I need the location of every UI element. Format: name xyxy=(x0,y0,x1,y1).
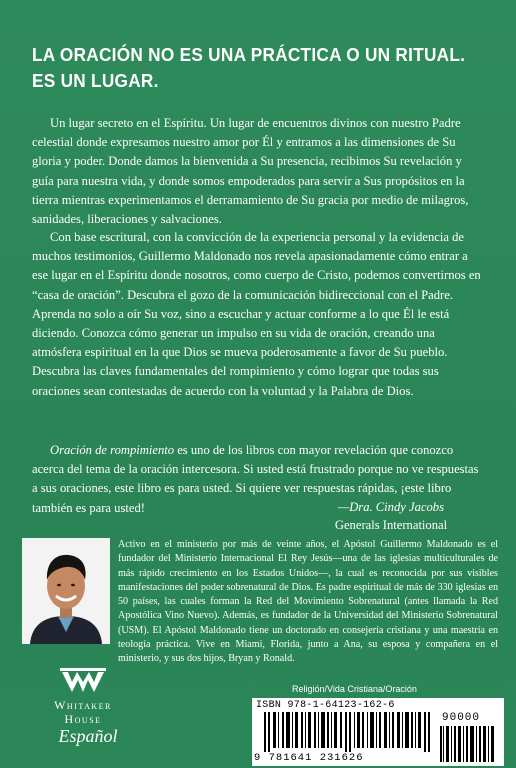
description-paragraph-1: Un lugar secreto en el Espíritu. Un lugar de encuentros divinos con nuestro Padre celestial donde expresamos nuestro amor por Él y entramos a las dimensiones de Su gloria y poder. Donde damos la bienvenida a Su presencia, recibimos Su revelación y guía para nuestra vida, y donde somos empoderados para servir a Sus propósitos en la tierra mientras experimentamos el derramamiento de Su gracia por medio de milagros, sanidades, liberaciones y salvaciones. xyxy=(32,116,469,227)
ean-digits: 9 781641 231626 xyxy=(254,752,364,764)
headline-line-1: LA ORACIÓN NO ES UNA PRÁCTICA O UN RITUAL. xyxy=(32,44,466,65)
author-bio: Activo en el ministerio por más de veinte años, el Apóstol Guillermo Maldonado es el fundador del Ministerio Internacional El Rey Jesús—una de las iglesias multiculturales de más rápido crecimiento en los Estados Unidos—, la cual es reconocida por sus visibles manifestaciones del poder sobrenatural de Dios. Es padre espiritual de más de 330 iglesias en 50 países, las cuales forman la Red del Movimiento Sobrenatural (antes llamada la Red Apostólica Vino Nuevo). Además, es fundador de la Universidad del Ministerio Sobrenatural (USM). El Apóstol Maldonado tiene un doctorado en consejería cristiana y una maestría en teología práctica. Vive en Miami, Florida, junto a Ana, su esposa y compañera en el ministerio, y sus dos hijos, Bryan y Ronald. xyxy=(118,539,498,665)
ean-barcode-bars xyxy=(264,712,432,752)
publisher-logo xyxy=(28,668,138,758)
quote-organization: Generals International xyxy=(334,518,448,532)
headline xyxy=(32,42,466,94)
publisher-imprint: Español xyxy=(58,726,118,746)
author-portrait-image xyxy=(22,538,110,644)
author-photo xyxy=(22,538,110,644)
publisher-name-line-1: Whitaker xyxy=(54,698,112,712)
whitaker-house-w-icon xyxy=(60,668,106,696)
isbn-text: ISBN 978-1-64123-162-6 xyxy=(256,700,395,711)
description-paragraph-2: Con base escritural, con la convicción de la experiencia personal y la evidencia de muchos testimonios, Guillermo Maldonado nos revela apasionadamente cómo entrar a ese lugar en el Espíritu donde nosotros, como cuerpo de Cristo, podemos convertirnos en “casa de oración”. Descubra el gozo de la comunicación bidireccional con el Padre. Aprenda no solo a oír Su voz, sino a escuchar y actuar conforme a lo que Él le está diciendo. Conozca cómo generar un impulso en su vida de oración, creando una atmósfera espiritual en la que Dios se mueva poderosamente a favor de Su pueblo. Descubra las claves fundamentales del rompimiento y cómo lograr que todas sus oraciones sean contestadas de acuerdo con la voluntad y la Palabra de Dios. xyxy=(32,230,481,398)
category-label: Religión/Vida Cristiana/Oración xyxy=(292,684,417,694)
addon-barcode-bars xyxy=(440,726,496,762)
price-addon-digits: 90000 xyxy=(442,712,481,724)
quote-text: es uno de los libros con mayor revelación que conozco acerca del tema de la oración intercesora. Si usted está frustrado porque no ve respuestas a sus oraciones, este libro es para usted. Si quiere ver respuestas rápidas, ¡este libro también es para usted! xyxy=(32,443,479,515)
headline-line-2: ES UN LUGAR. xyxy=(32,70,159,91)
quote-book-title: Oración de rompimiento xyxy=(50,443,175,457)
quote-author: —Dra. Cindy Jacobs xyxy=(338,500,444,514)
publisher-name-line-2: House xyxy=(64,712,102,726)
barcode xyxy=(252,698,504,766)
